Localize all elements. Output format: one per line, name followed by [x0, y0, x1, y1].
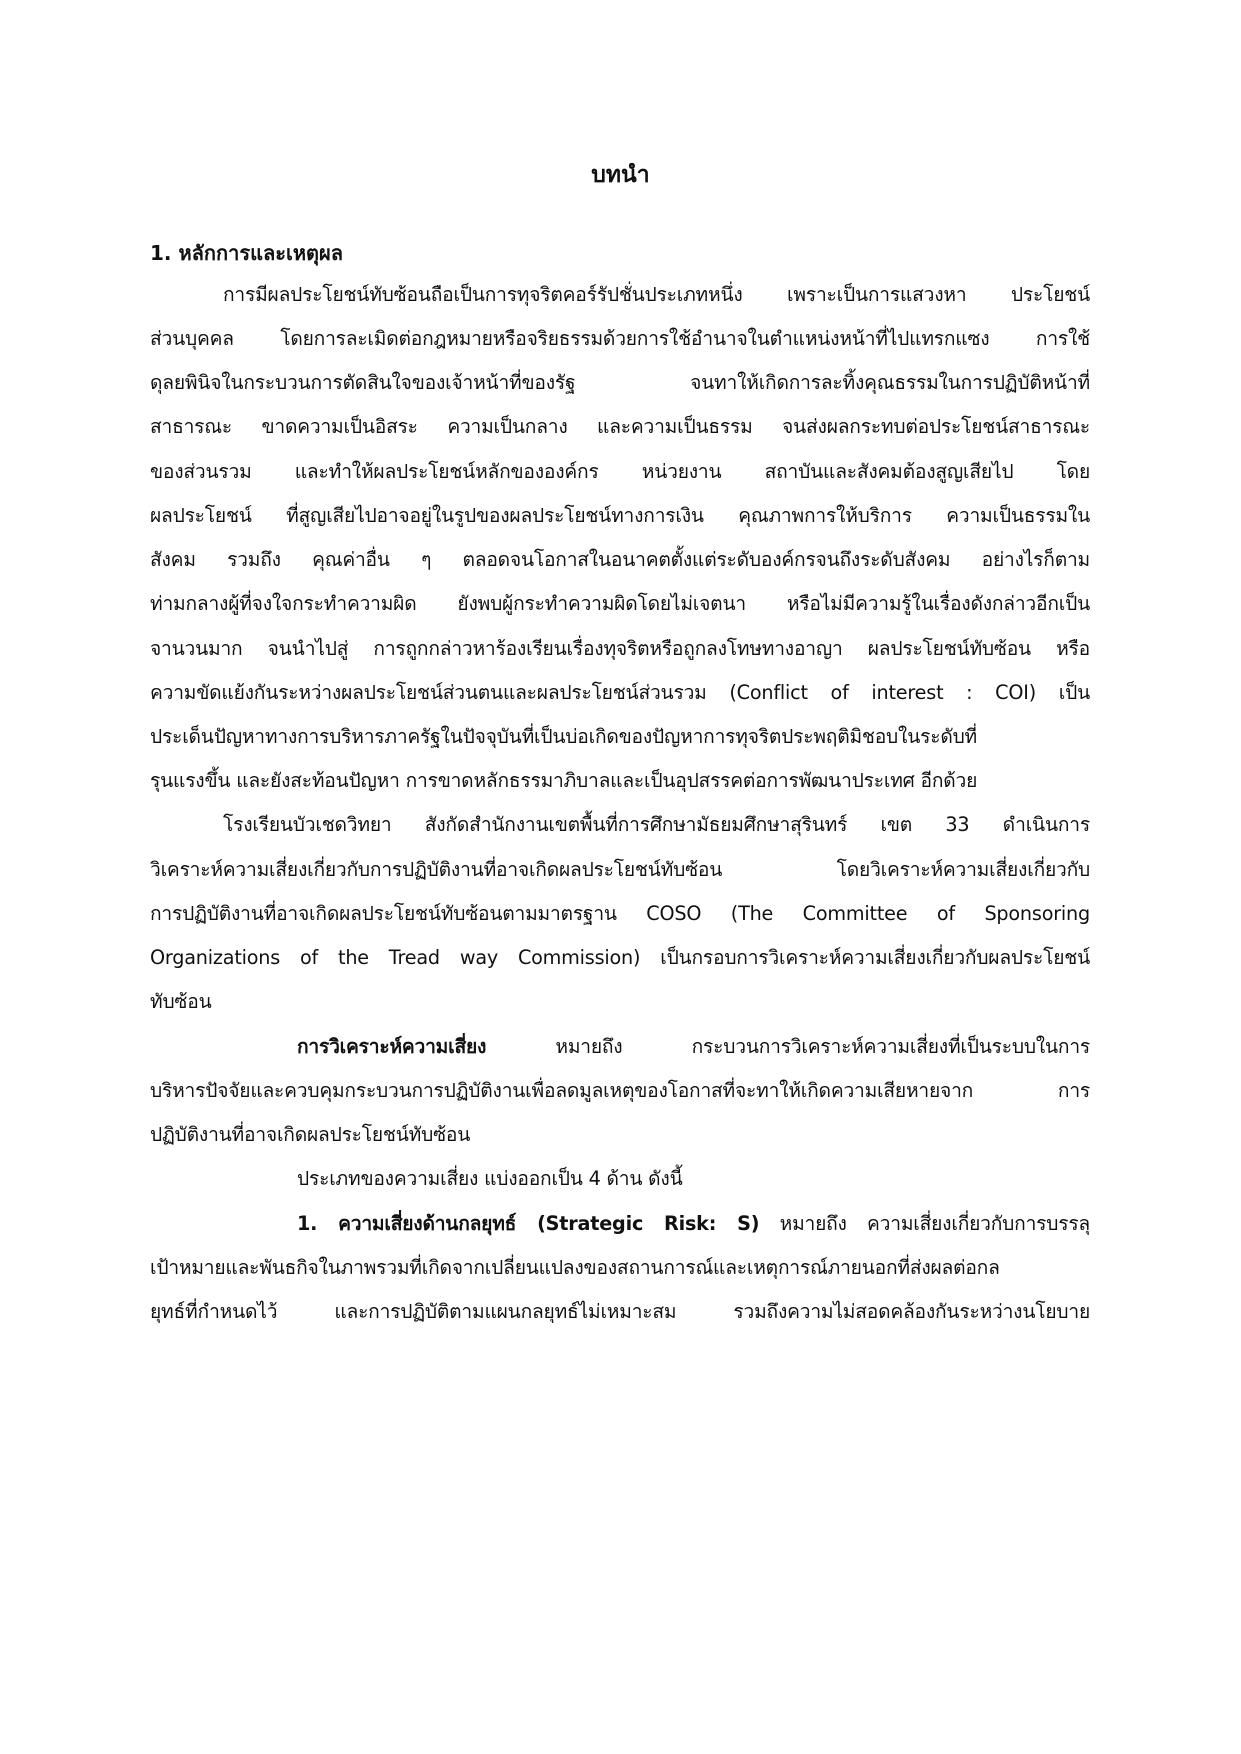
risk-analysis-definition: หมายถึง กระบวนการวิเคราะห์ความเสี่ยงที่เป็นระบบในการ [486, 1035, 1090, 1058]
paragraph1-line: ท่ามกลางผู้ที่จงใจกระทำความผิด ยังพบผู้กระทำความผิดโดยไม่เจตนา หรือไม่มีความรู้ในเรื่องดังกล่าวอีกเป็น [150, 592, 1090, 615]
paragraph3-line: ปฏิบัติงานที่อาจเกิดผลประโยชน์ทับซ้อน [150, 1123, 471, 1146]
paragraph1-line: ผลประโยชน์ ที่สูญเสียไปอาจอยู่ในรูปของผลประโยชน์ทางการเงิน คุณภาพการให้บริการ ความเป็นธรรมใน [150, 504, 1090, 527]
paragraph1-line: สาธารณะ ขาดความเป็นอิสระ ความเป็นกลาง และความเป็นธรรม จนส่งผลกระทบต่อประโยชน์สาธารณะ [150, 415, 1090, 438]
paragraph5-line: เป้าหมายและพันธกิจในภาพรวมที่เกิดจากเปลี่ยนแปลงของสถานการณ์และเหตุการณ์ภายนอกที่ส่งผลต่อกล [150, 1256, 1000, 1279]
strategic-risk-first-line [297, 1207, 1090, 1241]
risk-analysis-term: การวิเคราะห์ความเสี่ยง [297, 1035, 487, 1058]
strategic-risk-term: 1. ความเสี่ยงด้านกลยุทธ์ (Strategic Risk: S) [297, 1212, 760, 1235]
paragraph2-line: วิเคราะห์ความเสี่ยงเกี่ยวกับการปฏิบัติงานที่อาจเกิดผลประโยชน์ทับซ้อน โดยวิเคราะห์ความเสี่ยงเกี่ยวกับ [150, 858, 1090, 881]
page-title: บทนำ [591, 162, 650, 188]
paragraph1-line: ของส่วนรวม และทำให้ผลประโยชน์หลักขององค์กร หน่วยงาน สถาบันและสังคมต้องสูญเสียไป โดย [150, 460, 1090, 483]
paragraph2-line: การปฏิบัติงานที่อาจเกิดผลประโยชน์ทับซ้อนตามมาตรฐาน COSO (The Committee of Sponsoring [150, 902, 1090, 925]
paragraph1-line: ประเด็นปัญหาทางการบริหารภาครัฐในปัจจุบันที่เป็นบ่อเกิดของปัญหาการทุจริตประพฤติมิชอบในระดับที่ [150, 725, 978, 748]
paragraph1-line: ดุลยพินิจในกระบวนการตัดสินใจของเจ้าหน้าที่ของรัฐ จนทาให้เกิดการละทิ้งคุณธรรมในการปฏิบัติหน้าที่ [150, 371, 1090, 394]
paragraph2-line: Organizations of the Tread way Commission) เป็นกรอบการวิเคราะห์ความเสี่ยงเกี่ยวกับผลประโยชน์ [150, 946, 1090, 969]
paragraph2-line: ทับซ้อน [150, 990, 212, 1013]
paragraph1-line: รุนแรงขึ้น และยังสะท้อนปัญหา การขาดหลักธรรมาภิบาลและเป็นอุปสรรคต่อการพัฒนาประเทศ อีกด้วย [150, 769, 978, 792]
paragraph3-line: บริหารปัจจัยและควบคุมกระบวนการปฏิบัติงานเพื่อลดมูลเหตุของโอกาสที่จะทาให้เกิดความเสียหายจาก การ [150, 1079, 1090, 1102]
paragraph1-line: ความขัดแย้งกันระหว่างผลประโยชน์ส่วนตนและผลประโยชน์ส่วนรวม (Conflict of interest : COI) เป็น [150, 681, 1090, 704]
paragraph5-line: ยุทธ์ที่กำหนดไว้ และการปฏิบัติตามแผนกลยุทธ์ไม่เหมาะสม รวมถึงความไม่สอดคล้องกันระหว่างนโยบาย [150, 1300, 1090, 1323]
risk-types-intro: ประเภทของความเสี่ยง แบ่งออกเป็น 4 ด้าน ดังนี้ [297, 1167, 683, 1190]
section-heading: 1. หลักการและเหตุผล [150, 241, 343, 265]
strategic-risk-definition: หมายถึง ความเสี่ยงเกี่ยวกับการบรรลุ [759, 1212, 1090, 1235]
paragraph3-first-line [297, 1030, 1090, 1064]
paragraph1-line: สังคม รวมถึง คุณค่าอื่น ๆ ตลอดจนโอกาสในอนาคตตั้งแต่ระดับองค์กรจนถึงระดับสังคม อย่างไรก็ตาม [150, 548, 1090, 571]
paragraph2-line: โรงเรียนบัวเชดวิทยา สังกัดสำนักงานเขตพื้นที่การศึกษามัธยมศึกษาสุรินทร์ เขต 33 ดำเนินการ [223, 813, 1090, 836]
paragraph1-line: การมีผลประโยชน์ทับซ้อนถือเป็นการทุจริตคอร์รัปชั่นประเภทหนึ่ง เพราะเป็นการแสวงหา ประโยชน์ [223, 283, 1090, 306]
paragraph1-line: จานวนมาก จนนำไปสู่ การถูกกล่าวหาร้องเรียนเรื่องทุจริตหรือถูกลงโทษทางอาญา ผลประโยชน์ทับซ้อน หรือ [150, 637, 1090, 660]
paragraph1-line: ส่วนบุคคล โดยการละเมิดต่อกฎหมายหรือจริยธรรมด้วยการใช้อำนาจในตำแหน่งหน้าที่ไปแทรกแซง การใช้ [150, 327, 1090, 350]
